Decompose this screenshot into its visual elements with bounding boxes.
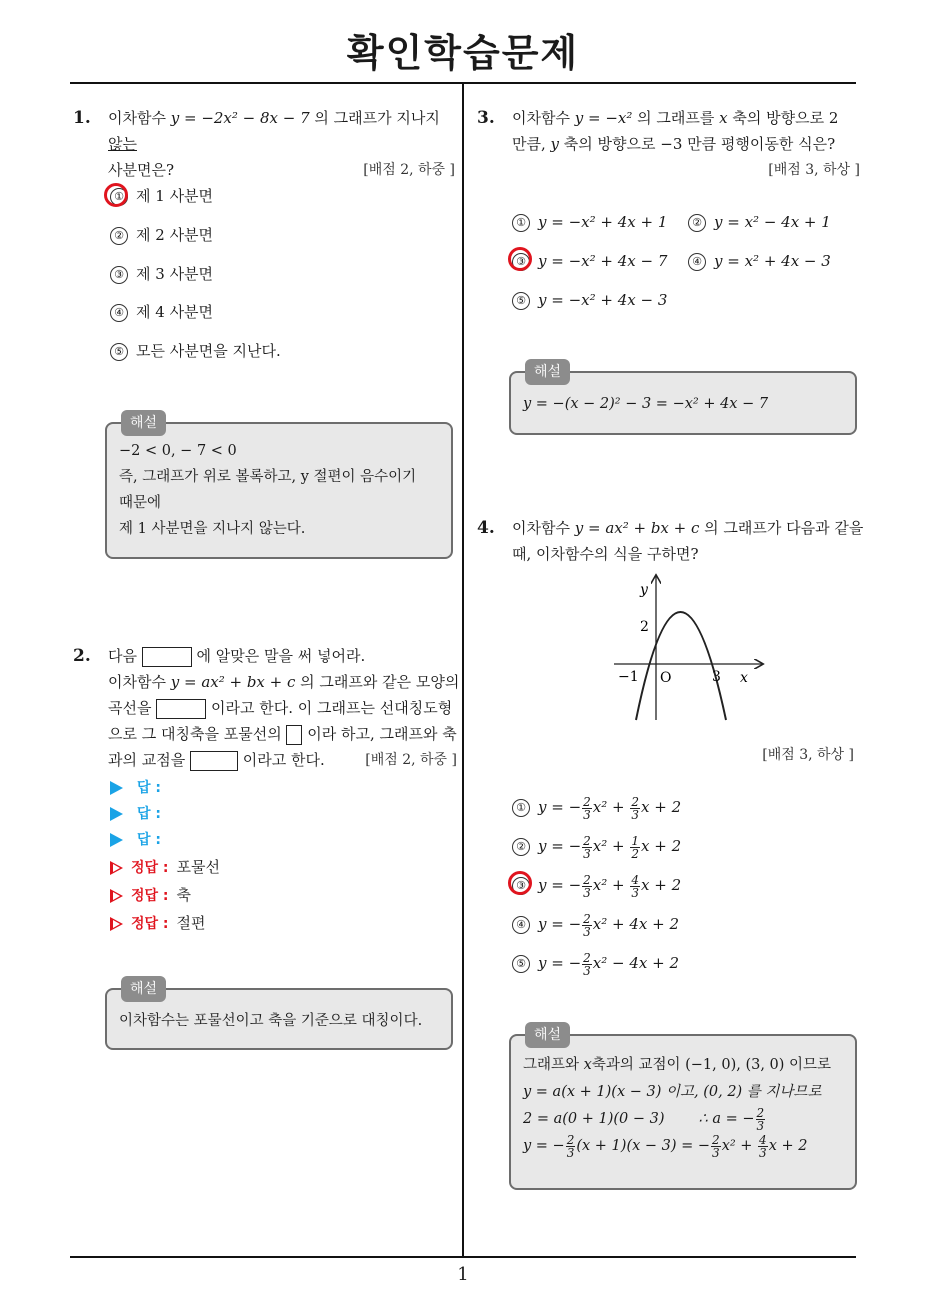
solution-line: 때문에 — [119, 495, 162, 511]
option-text: x² + — [592, 837, 630, 855]
option-text: 제 2 사분면 — [136, 226, 214, 244]
solution-tag: 해설 — [525, 1022, 570, 1048]
question-number: 3. — [477, 108, 495, 128]
math-variable: y — [550, 135, 560, 153]
option-mark: ③ — [110, 266, 128, 284]
y-axis-label: y — [640, 582, 648, 598]
question-number: 1. — [73, 108, 91, 128]
solution-text: 2 = a(0 + 1)(0 − 3) — [523, 1111, 665, 1127]
option-text: y = − — [538, 837, 582, 855]
math-expression: y = −x² — [574, 109, 633, 127]
option-text: 제 4 사분면 — [136, 303, 214, 321]
blank-box[interactable] — [190, 751, 238, 771]
option-text: x + 2 — [641, 876, 682, 894]
option-mark: ⑤ — [110, 343, 128, 361]
option-text: 모든 사분면을 지난다. — [136, 342, 281, 360]
underlined-text: 않는 — [108, 135, 137, 153]
frac-num: 2 — [583, 833, 591, 848]
correct-answer-row — [110, 883, 191, 907]
answer-label: 답 : — [137, 832, 161, 848]
selected-answer-circle — [508, 247, 532, 271]
option-text: y = − — [538, 954, 582, 972]
option-mark: ① — [512, 799, 530, 817]
selected-answer-circle — [508, 871, 532, 895]
question-text: 이라 하고, 그래프와 축 — [302, 725, 457, 743]
question-text: 이차함수 — [512, 109, 575, 127]
solution-text: 그래프와 — [523, 1057, 584, 1073]
solution-line: y = a(x + 1)(x − 3) 이고, (0, 2) 를 지나므로 — [523, 1084, 822, 1100]
correct-answer: 포물선 — [176, 858, 221, 876]
option-mark: ④ — [110, 304, 128, 322]
frac-num: 2 — [583, 794, 591, 809]
frac-den: 3 — [712, 1145, 720, 1160]
question-text: 이라고 한다. 이 그래프는 선대칭도형 — [206, 699, 453, 717]
question-text: 만큼, — [512, 135, 551, 153]
question-2 — [73, 643, 460, 773]
correct-answer: 절편 — [176, 914, 206, 932]
blank-box[interactable] — [156, 699, 206, 719]
answer-label: 답 : — [137, 806, 161, 822]
solution-line: −2 < 0, − 7 < 0 — [119, 443, 237, 459]
frac-den: 3 — [756, 1118, 765, 1133]
math-expression: y = −2x² − 8x − 7 — [170, 109, 310, 127]
frac-num: 2 — [583, 872, 591, 887]
solution-line — [523, 1052, 843, 1079]
option-mark: ⑤ — [512, 292, 530, 310]
frac-num: 4 — [759, 1132, 767, 1147]
q1-solution-box — [105, 415, 453, 559]
solution-text: (x + 1)(x − 3) = − — [576, 1138, 711, 1154]
solution-text: x + 2 — [768, 1138, 808, 1154]
question-text: 의 그래프를 — [632, 109, 720, 127]
question-text: 에 알맞은 말을 써 넣어라. — [191, 647, 366, 665]
answer-row — [110, 827, 161, 851]
frac-num: 2 — [631, 794, 640, 809]
option-text: y = −x² + 4x + 1 — [538, 213, 668, 231]
frac-num: 2 — [566, 1132, 575, 1147]
score-label: [배점 2, 하중 ] — [363, 162, 455, 178]
selected-answer-circle — [104, 183, 128, 207]
bottom-rule — [70, 1256, 856, 1258]
question-text: 축의 방향으로 2 — [727, 109, 839, 127]
option-mark: ② — [110, 227, 128, 245]
option-2[interactable] — [688, 210, 831, 234]
question-text: 이차함수 — [512, 519, 575, 537]
q4-solution-box — [509, 1027, 857, 1190]
outline-arrow-icon — [110, 861, 123, 875]
solution-text: 축과의 교점이 (−1, 0), (3, 0) 이므로 — [591, 1057, 832, 1073]
frac-den: 2 — [631, 846, 640, 861]
frac-num: 4 — [631, 872, 640, 887]
option-text: y = − — [538, 915, 582, 933]
page-title: 확인학습문제 — [346, 31, 580, 75]
option-mark: ③ — [512, 253, 530, 271]
math-variable: x — [719, 109, 728, 127]
solution-line: 이차함수는 포물선이고 축을 기준으로 대칭이다. — [119, 1013, 423, 1029]
correct-answer-row — [110, 855, 220, 879]
solution-tag: 해설 — [525, 359, 570, 385]
option-text: y = x² + 4x − 3 — [714, 252, 831, 270]
option-4[interactable] — [512, 911, 680, 939]
frac-num: 1 — [631, 833, 640, 848]
option-text: x² + — [592, 798, 630, 816]
option-mark: ② — [512, 838, 530, 856]
answer-label: 답 : — [137, 780, 161, 796]
solution-line: 즉, 그래프가 위로 볼록하고, y 절편이 음수이기 — [119, 469, 417, 485]
score-label: [배점 2, 하중 ] — [365, 752, 457, 768]
answer-row — [110, 775, 161, 799]
solution-text: y = − — [523, 1138, 565, 1154]
option-mark: ③ — [512, 877, 530, 895]
correct-answer: 축 — [176, 886, 192, 904]
frac-den: 3 — [759, 1145, 767, 1160]
parabola-curve — [636, 612, 726, 720]
math-expression: y = ax² + bx + c — [574, 519, 700, 537]
option-mark: ① — [110, 188, 128, 206]
frac-num: 2 — [583, 911, 591, 926]
solution-line: 제 1 사분면을 지나지 않는다. — [119, 521, 306, 537]
option-text: y = − — [538, 798, 582, 816]
question-text: 축의 방향으로 −3 만큼 평행이동한 식은? — [559, 135, 836, 153]
solution-tag: 해설 — [121, 410, 166, 436]
question-text: 이차함수 — [108, 673, 171, 691]
option-text: y = −x² + 4x − 7 — [538, 252, 668, 270]
option-text: x + 2 — [641, 837, 682, 855]
play-arrow-icon — [110, 833, 123, 847]
frac-den: 3 — [566, 1145, 575, 1160]
question-text: 이차함수 — [108, 109, 171, 127]
x-intercept-pos-label: 3 — [712, 669, 721, 685]
solution-line — [523, 1106, 843, 1133]
y-intercept-label: 2 — [640, 619, 649, 635]
x-axis-label: x — [740, 670, 748, 686]
x-intercept-neg-label: −1 — [618, 669, 639, 685]
option-text: 제 3 사분면 — [136, 265, 214, 283]
question-text: 사분면은? — [108, 161, 175, 179]
option-text: x² + — [592, 876, 630, 894]
option-3[interactable] — [110, 262, 213, 286]
solution-line: y = −(x − 2)² − 3 = −x² + 4x − 7 — [523, 396, 769, 412]
correct-label: 정답 : — [131, 916, 169, 932]
play-arrow-icon — [110, 807, 123, 821]
blank-box[interactable] — [142, 647, 192, 667]
option-text: x² + 4x + 2 — [592, 915, 680, 933]
option-mark: ② — [688, 214, 706, 232]
option-1[interactable] — [512, 794, 682, 822]
frac-den: 3 — [583, 807, 591, 822]
math-expression: y = ax² + bx + c — [170, 673, 296, 691]
option-5[interactable] — [512, 288, 667, 312]
math-variable: x — [583, 1057, 592, 1073]
q2-solution-box — [105, 981, 453, 1050]
q3-solution-box — [509, 364, 857, 435]
option-mark: ④ — [512, 916, 530, 934]
origin-label: O — [660, 670, 672, 686]
option-5[interactable] — [110, 339, 281, 363]
frac-den: 3 — [631, 807, 640, 822]
option-text: y = − — [538, 876, 582, 894]
play-arrow-icon — [110, 781, 123, 795]
question-text: 의 그래프가 다음과 같을 — [699, 519, 864, 537]
option-text: x + 2 — [641, 798, 682, 816]
solution-tag: 해설 — [121, 976, 166, 1002]
question-text: 이라고 한다. — [238, 751, 325, 769]
question-text: 과의 교점을 — [108, 751, 190, 769]
frac-num: 2 — [583, 950, 591, 965]
option-mark: ④ — [688, 253, 706, 271]
option-2[interactable] — [110, 223, 213, 247]
outline-arrow-icon — [110, 889, 123, 903]
option-4[interactable] — [688, 249, 831, 273]
option-mark: ① — [512, 214, 530, 232]
option-text: x² − 4x + 2 — [592, 954, 680, 972]
option-1[interactable] — [512, 210, 667, 234]
question-text: 다음 — [108, 647, 142, 665]
question-text: 으로 그 대칭축을 포물선의 — [108, 725, 287, 743]
question-text: 곡선을 — [108, 699, 157, 717]
frac-num: 2 — [712, 1132, 720, 1147]
option-3[interactable] — [512, 872, 682, 900]
solution-text: x² + — [721, 1138, 758, 1154]
parabola-graph — [600, 570, 770, 730]
column-divider — [462, 83, 464, 1258]
frac-den: 3 — [583, 846, 591, 861]
frac-den: 3 — [631, 885, 640, 900]
page-number: 1 — [457, 1264, 469, 1285]
question-number: 4. — [477, 518, 495, 538]
score-label: [배점 3, 하상 ] — [768, 162, 860, 178]
correct-label: 정답 : — [131, 860, 169, 876]
question-text: 의 그래프와 같은 모양의 — [295, 673, 460, 691]
option-text: 제 1 사분면 — [136, 187, 214, 205]
option-text: y = x² − 4x + 1 — [714, 213, 831, 231]
option-text: y = −x² + 4x − 3 — [538, 291, 668, 309]
solution-line — [523, 1133, 843, 1160]
question-text: 때, 이차함수의 식을 구하면? — [512, 545, 699, 563]
question-4 — [477, 515, 864, 567]
question-3 — [477, 105, 860, 183]
correct-answer-row — [110, 911, 206, 935]
blank-box[interactable] — [286, 725, 302, 745]
outline-arrow-icon — [110, 917, 123, 931]
question-text: 의 그래프가 지나지 — [309, 109, 440, 127]
question-number: 2. — [73, 646, 91, 666]
option-3[interactable] — [512, 249, 667, 273]
answer-row — [110, 801, 161, 825]
option-4[interactable] — [110, 300, 213, 324]
option-2[interactable] — [512, 833, 682, 861]
option-5[interactable] — [512, 950, 680, 978]
frac-num: 2 — [756, 1105, 765, 1120]
frac-den: 3 — [583, 885, 591, 900]
frac-den: 3 — [583, 924, 591, 939]
score-label: [배점 3, 하상 ] — [762, 747, 854, 763]
correct-label: 정답 : — [131, 888, 169, 904]
frac-den: 3 — [583, 963, 591, 978]
question-1 — [73, 105, 455, 183]
option-mark: ⑤ — [512, 955, 530, 973]
solution-text: ∴ a = − — [698, 1111, 755, 1127]
